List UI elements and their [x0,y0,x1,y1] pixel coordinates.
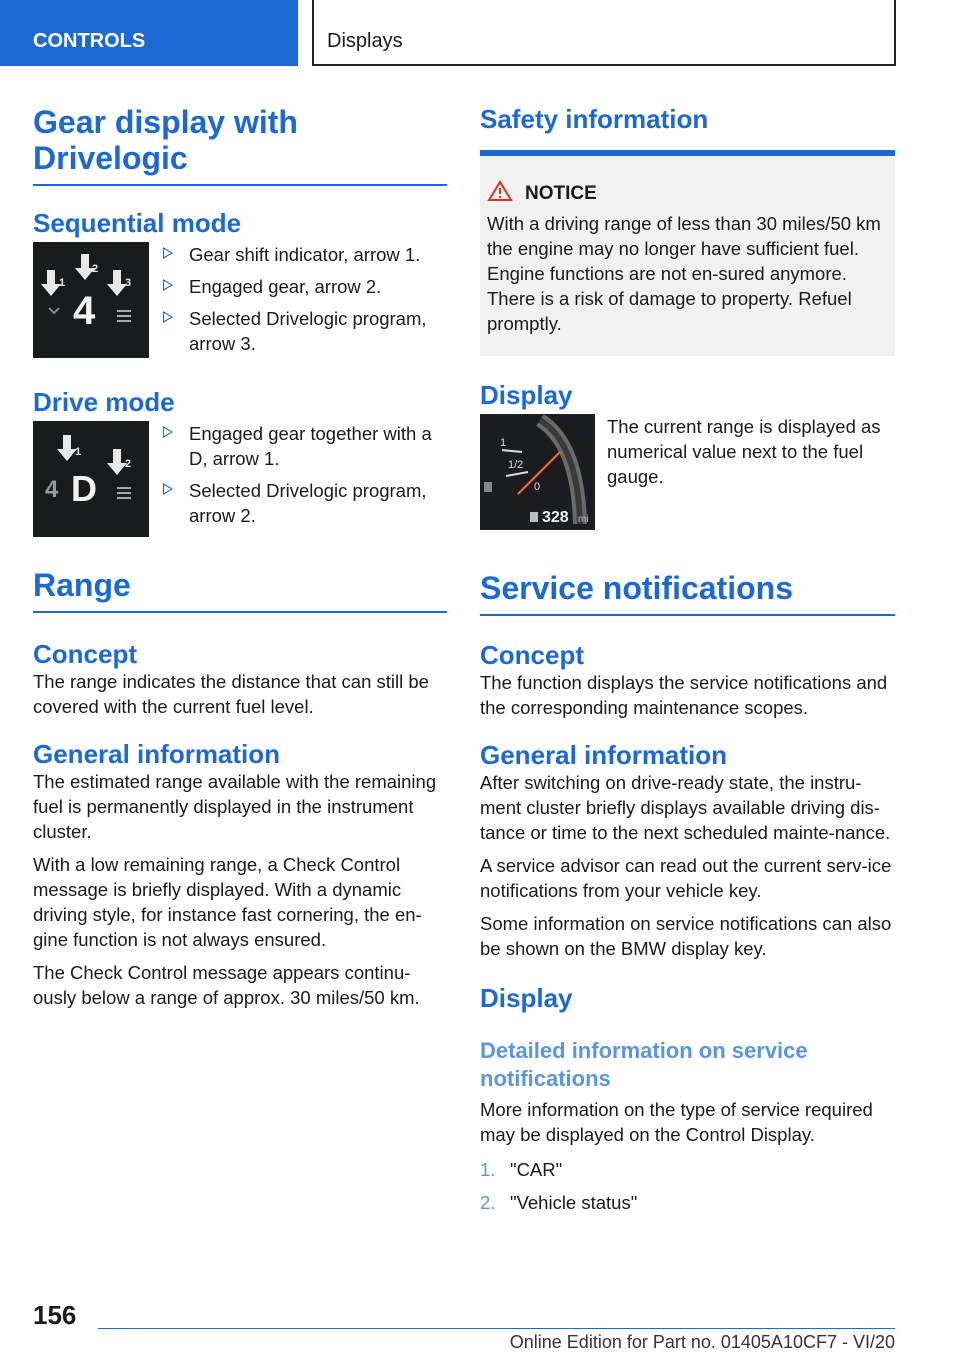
drive-mode-block [33,421,447,537]
sequential-mode-heading: Sequential mode [33,208,242,238]
service-general-info-heading: General information [480,740,728,770]
range-display-heading: Display [480,380,573,410]
service-concept-text: The function displays the service notifications and the corresponding maintenance scopes. [480,672,888,718]
gear-digit: 4 [73,289,96,333]
gauge-mark-empty: 0 [534,481,541,493]
range-concept-text: The range indicates the distance that can still be covered with the current fuel level. [33,671,429,717]
range-value: 328 [542,509,569,526]
drive-mode-heading: Drive mode [33,387,175,417]
page-number: 156 [33,1300,77,1330]
gear-number: 4 [45,476,59,503]
notice-text: With a driving range of less than 30 miles/50 km the engine may no longer have sufficient fuel. Engine functions are not en-sured anymore. There is a risk of damage to property. Refuel promptly. [487,213,881,334]
service-display-heading: Display [480,983,573,1013]
range-concept-heading: Concept [33,639,137,669]
sequential-gear-image [33,242,149,358]
service-status-list [480,1157,895,1215]
notice-header [487,180,887,207]
right-column [480,100,895,1223]
service-general-info-text-1: After switching on drive-ready state, the instru-ment cluster briefly displays available driving dis-tance or time to the next scheduled mainte-nance. [480,772,891,843]
fuel-pump-icon [484,482,492,492]
warning-triangle-icon [487,180,513,207]
sequential-mode-list [163,242,447,363]
footer-rule [98,1328,895,1329]
sequential-mode-block [33,242,447,363]
fuel-gauge-image [480,414,595,530]
notice-box [480,150,895,356]
edition-note: Online Edition for Part no. 01405A10CF7 - VI/20 [509,1332,895,1352]
section-label: CONTROLS [0,0,298,66]
arrow-2-label: 2 [92,263,99,275]
list-item: 2. "Vehicle status" [480,1192,638,1213]
chapter-label: Displays [312,0,896,66]
drive-gear-image [33,421,149,537]
list-item: 1. "CAR" [480,1159,563,1180]
detailed-info-heading: Detailed information on service notifications [480,1038,808,1091]
range-general-info-text-3: The Check Control message appears continu-ously below a range of approx. 30 miles/50 km. [33,962,420,1008]
list-item: Gear shift indicator, arrow 1. [163,242,447,267]
list-item: Selected Drivelogic program, arrow 2. [163,478,447,528]
service-notifications-heading: Service notifications [480,570,895,616]
arrow-1-label: 1 [59,277,66,289]
range-general-info-heading: General information [33,739,281,769]
left-column [33,100,447,1018]
list-item: Selected Drivelogic program, arrow 3. [163,306,447,356]
range-display-block [480,414,895,530]
service-general-info-text-2: A service advisor can read out the current serv-ice notifications from your vehicle key. [480,855,892,901]
safety-heading: Safety information [480,104,709,134]
notice-label: NOTICE [525,182,597,204]
range-general-info-text-2: With a low remaining range, a Check Control message is briefly displayed. With a dynamic driving style, for instance fast cornering, the en-gine function is not always ensured. [33,854,422,950]
drive-mode-list [163,421,447,537]
service-general-info-text-3: Some information on service notifications can also be shown on the BMW display key. [480,913,892,959]
range-unit: mi [578,514,589,525]
list-item: Engaged gear, arrow 2. [163,274,447,299]
range-heading: Range [33,567,447,613]
detailed-info-text: More information on the type of service required may be displayed on the Control Display. [480,1099,873,1145]
gauge-mark-half: 1/2 [508,459,524,471]
gauge-mark-full: 1 [500,437,507,449]
list-item: Engaged gear together with a D, arrow 1. [163,421,447,471]
range-general-info-text-1: The estimated range available with the remaining fuel is permanently displayed in the instrument cluster. [33,771,437,842]
page-header [0,0,960,66]
range-display-text: The current range is displayed as numerical value next to the fuel gauge. [607,416,881,487]
arrow-2-label: 2 [125,458,132,470]
drive-letter: D [71,468,97,509]
gear-display-heading: Gear display with Drivelogic [33,104,447,186]
arrow-3-label: 3 [125,277,132,289]
arrow-1-label: 1 [75,446,82,458]
page-footer [0,1290,960,1362]
service-concept-heading: Concept [480,640,584,670]
